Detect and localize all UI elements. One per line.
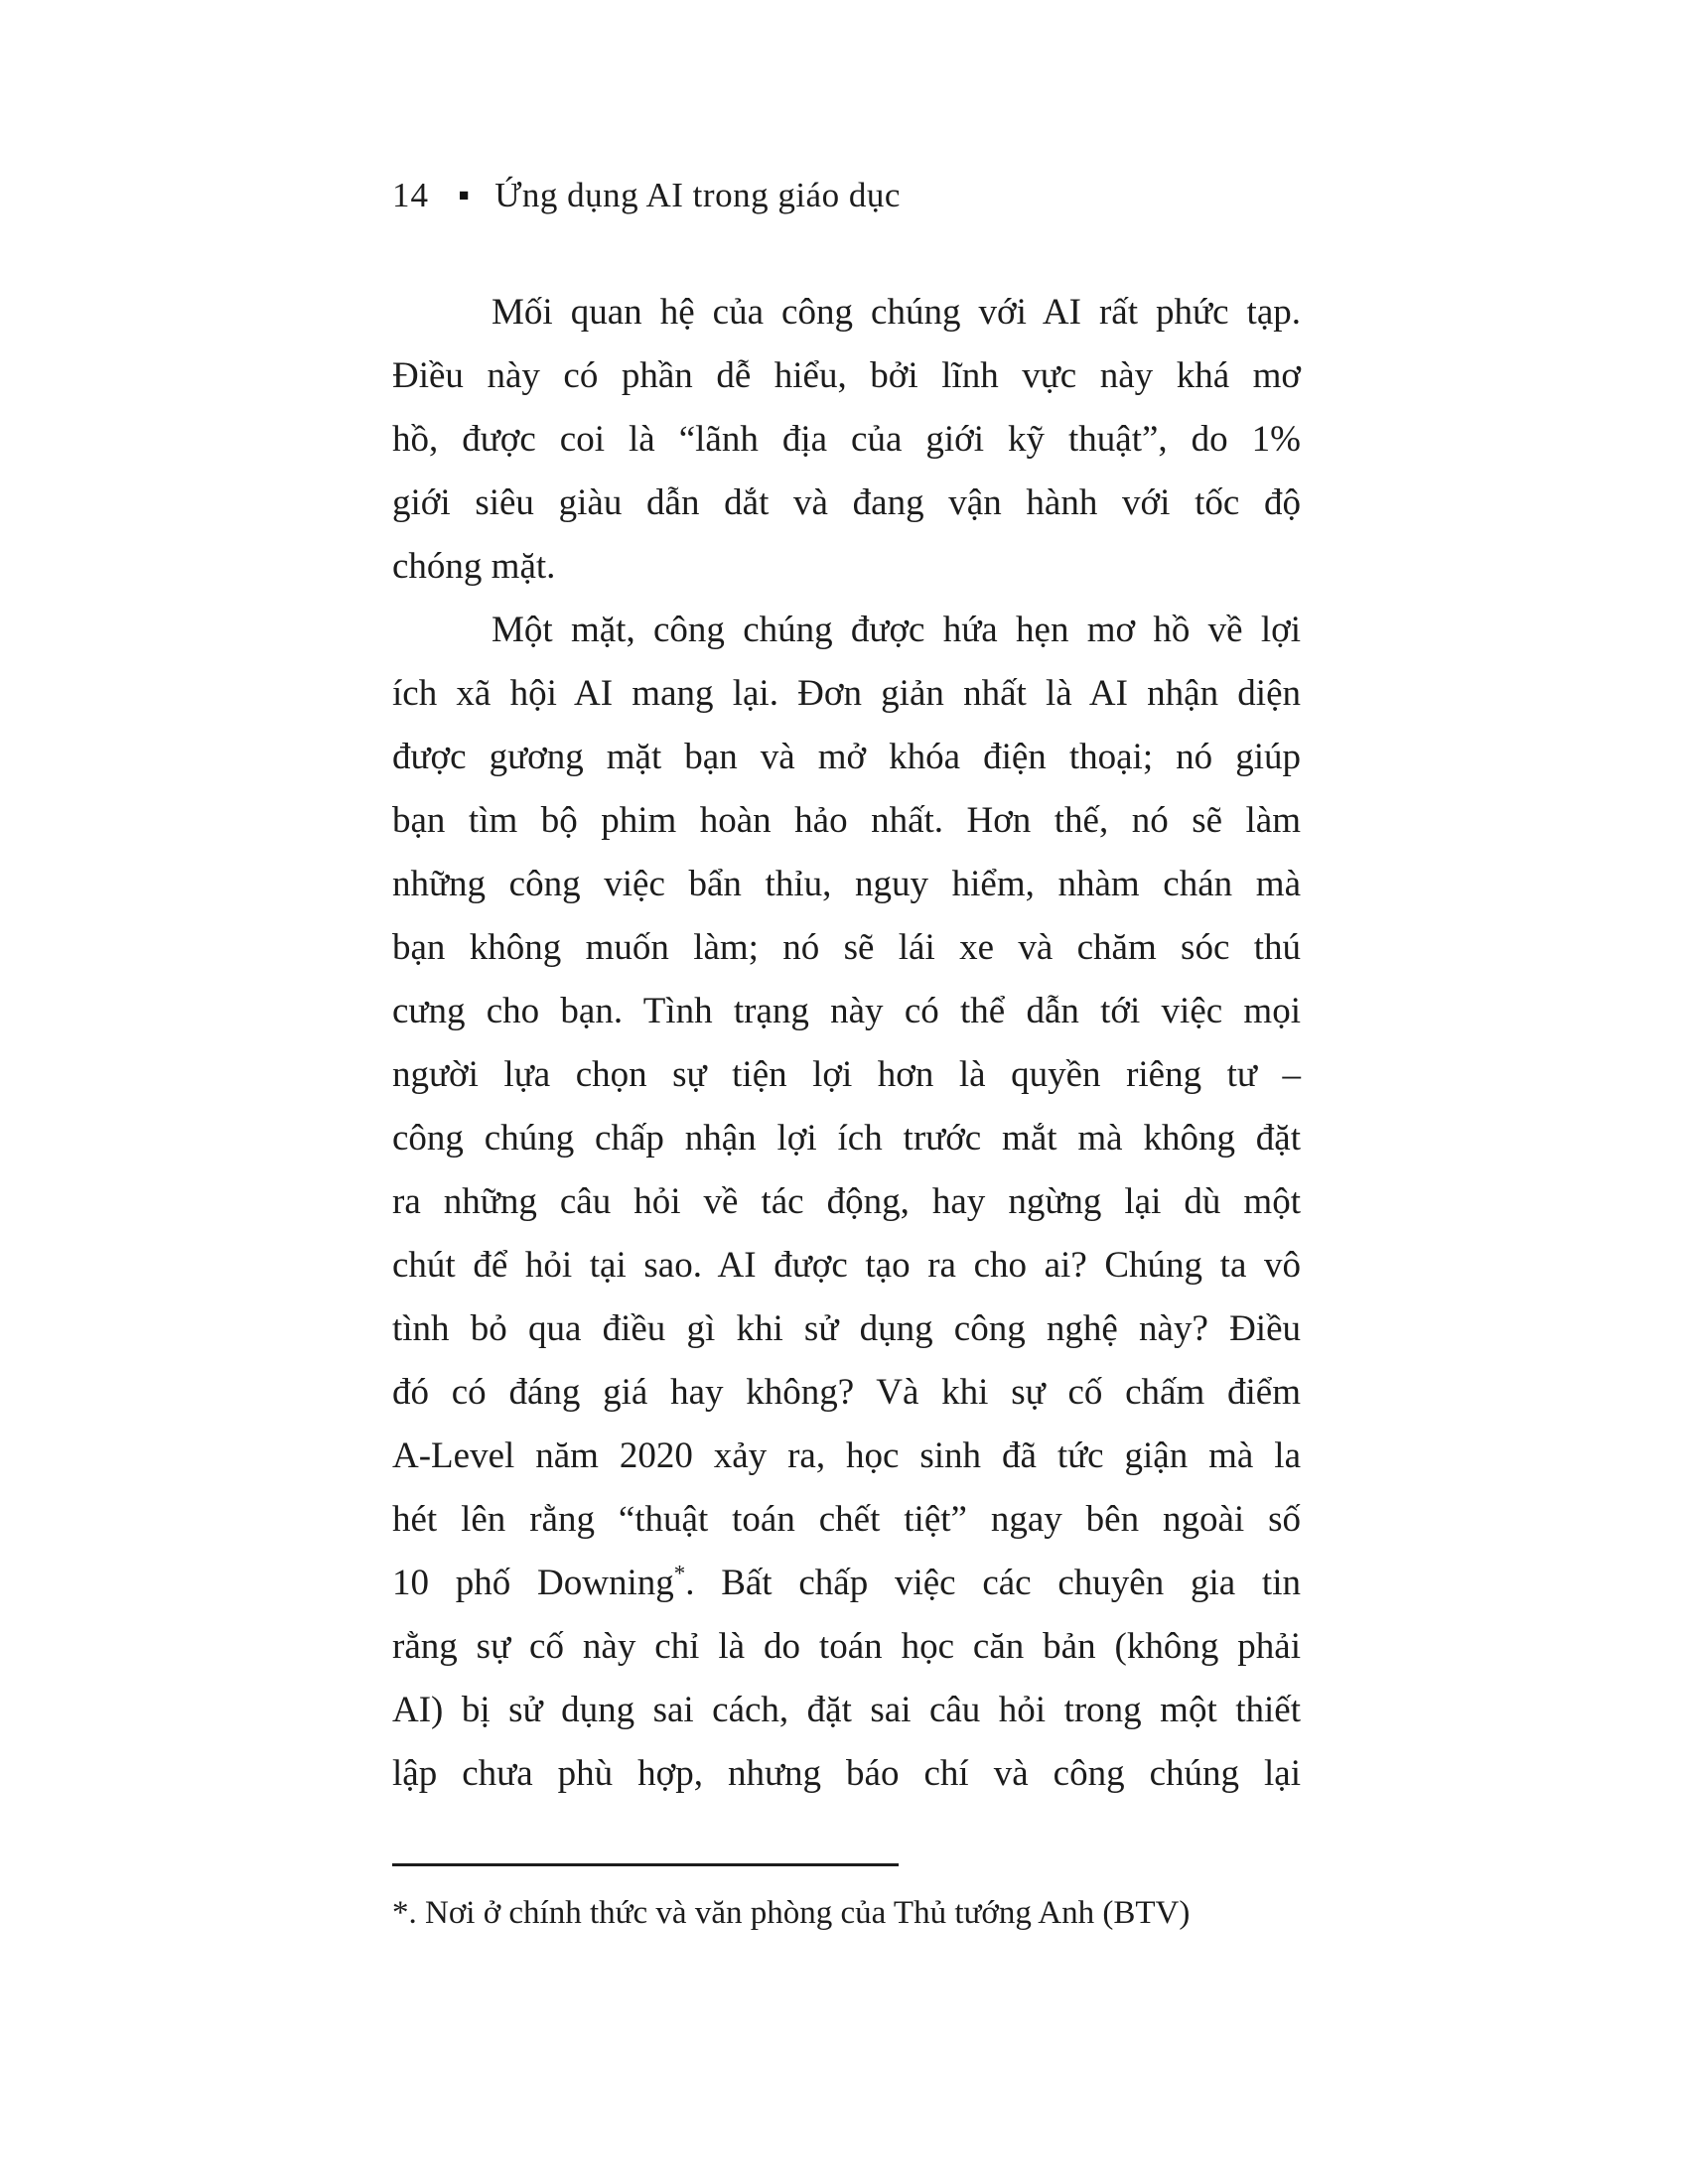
text-line: Điều này có phần dễ hiểu, bởi lĩnh vực này khá mơ [392, 355, 1301, 396]
text-line: người lựa chọn sự tiện lợi hơn là quyền riêng tư – [392, 1054, 1301, 1095]
book-title: Ứng dụng AI trong giáo dục [494, 176, 901, 214]
text-line: bạn không muốn làm; nó sẽ lái xe và chăm sóc thú [392, 927, 1301, 968]
text-line: những công việc bẩn thỉu, nguy hiểm, nhàm chán mà [392, 864, 1301, 904]
footnote-divider [392, 1863, 899, 1866]
text-line: cưng cho bạn. Tình trạng này có thể dẫn tới việc mọi [392, 991, 1301, 1031]
text-line: được gương mặt bạn và mở khóa điện thoại; nó giúp [392, 737, 1301, 777]
text-line: hét lên rằng “thuật toán chết tiệt” ngay bên ngoài số [392, 1499, 1301, 1540]
text-line: A-Level năm 2020 xảy ra, học sinh đã tức giận mà la [392, 1435, 1301, 1476]
text-line: Mối quan hệ của công chúng với AI rất phức tạp. [492, 292, 1301, 333]
square-bullet-icon: ■ [459, 186, 470, 205]
running-header [392, 174, 1301, 217]
text-line: 10 phố Downing*. Bất chấp việc các chuyên gia tin [392, 1561, 1301, 1603]
text-line: rằng sự cố này chỉ là do toán học căn bản (không phải [392, 1626, 1301, 1667]
text-line: bạn tìm bộ phim hoàn hảo nhất. Hơn thế, nó sẽ làm [392, 800, 1301, 841]
text-line: công chúng chấp nhận lợi ích trước mắt mà không đặt [392, 1118, 1301, 1159]
text-block [392, 174, 1301, 1936]
text-line: ích xã hội AI mang lại. Đơn giản nhất là AI nhận diện [392, 673, 1301, 714]
paragraph-1 [392, 281, 1301, 599]
paragraph-2 [392, 599, 1301, 1806]
text-line: lập chưa phù hợp, nhưng báo chí và công chúng lại [392, 1753, 1301, 1794]
text-line: đó có đáng giá hay không? Và khi sự cố chấm điểm [392, 1372, 1301, 1413]
text-line: tình bỏ qua điều gì khi sử dụng công nghệ này? Điều [392, 1308, 1301, 1349]
text-line: ra những câu hỏi về tác động, hay ngừng lại dù một [392, 1181, 1301, 1222]
page-number: 14 [392, 176, 429, 214]
text-line: AI) bị sử dụng sai cách, đặt sai câu hỏi trong một thiết [392, 1690, 1301, 1730]
footnote-text: *. Nơi ở chính thức và văn phòng của Thủ tướng Anh (BTV) [392, 1895, 1191, 1931]
text-line: chút để hỏi tại sao. AI được tạo ra cho ai? Chúng ta vô [392, 1245, 1301, 1286]
text-line: Một mặt, công chúng được hứa hẹn mơ hồ về lợi [492, 610, 1301, 650]
text-line: chóng mặt. [392, 546, 556, 587]
text-line: hồ, được coi là “lãnh địa của giới kỹ thuật”, do 1% [392, 419, 1301, 460]
footnote-marker: * [673, 1561, 686, 1586]
text-line: giới siêu giàu dẫn dắt và đang vận hành với tốc độ [392, 482, 1301, 523]
